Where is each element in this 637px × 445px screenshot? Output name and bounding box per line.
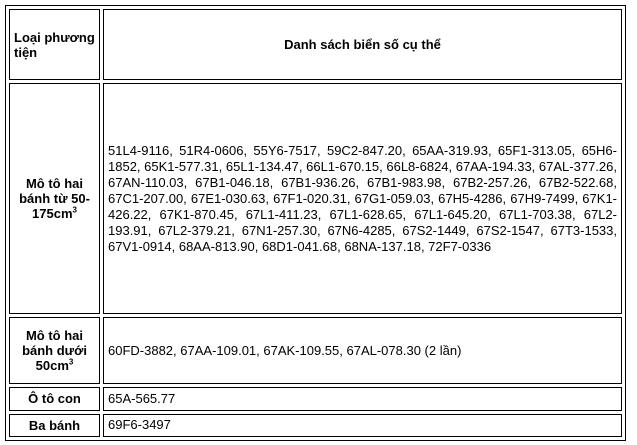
table-row (9, 387, 622, 410)
table-row (9, 414, 622, 437)
vehicle-type-line: bánh dưới (22, 343, 87, 359)
vehicle-type-cell (9, 83, 100, 314)
table-header-row (9, 9, 622, 80)
superscript: 3 (68, 357, 74, 367)
table-row (9, 83, 622, 314)
plate-list-text: 65A-565.77 (108, 390, 176, 406)
header-vehicle-type (9, 9, 100, 80)
header-plate-list-label: Danh sách biển số cụ thể (284, 37, 441, 52)
header-plate-list (103, 9, 622, 80)
vehicle-type-line: 50cm (35, 358, 69, 374)
plate-list-text: 69F6-3497 (108, 417, 171, 433)
vehicle-type-line: bánh từ 50- (19, 191, 90, 207)
superscript: 3 (72, 205, 77, 215)
vehicle-type-cell (9, 387, 100, 410)
plate-list-cell (103, 83, 622, 314)
vehicle-type-line: 175cm (32, 206, 73, 222)
plate-list-text: 51L4-9116, 51R4-0606, 55Y6-7517, 59C2-847.20, 65AA-319.93, 65F1-313.05, 65H6-1852, 65K1-577.31, 65L1-134.47, 66L1-670.15, 66L8-6824, 67AA-194.33, 67AL-377.26, 67AN-110.03, 67B1-046.18, 67B1-936.26, 67B1-983.98, 67B2-257.26, 67B2-522.68, 67C1-207.00, 67E1-030.63, 67F1-020.31, 67G1-059.03, 67H5-4286, 67H9-7499, 67K1-426.22, 67K1-870.45, 67L1-411.23, 67L1-628.65, 67L1-645.20, 67L1-703.38, 67L2-193.91, 67L2-379.21, 67N1-257.30, 67N6-4285, 67S2-1449, 67S2-1547, 67T3-1533, 67V1-0914, 68AA-813.90, 68D1-041.68, 68NA-137.18, 72F7-0336 (108, 142, 617, 254)
plates-table (5, 5, 626, 441)
vehicle-type-line: Mô tô hai (25, 328, 84, 344)
vehicle-type-label: Ô tô con (28, 391, 81, 407)
plates-table-frame (5, 5, 626, 441)
vehicle-type-line: Mô tô hai (25, 176, 84, 192)
plate-list-cell (103, 317, 622, 384)
header-vehicle-type-label: Loại phương tiện (14, 29, 95, 60)
plate-list-text: 60FD-3882, 67AA-109.01, 67AK-109.55, 67AL-078.30 (2 lần) (108, 342, 462, 358)
vehicle-type-cell (9, 414, 100, 437)
vehicle-type-cell (9, 317, 100, 384)
plate-list-cell (103, 387, 622, 410)
vehicle-type-label: Ba bánh (28, 417, 81, 433)
plate-list-cell (103, 414, 622, 437)
table-row (9, 317, 622, 384)
